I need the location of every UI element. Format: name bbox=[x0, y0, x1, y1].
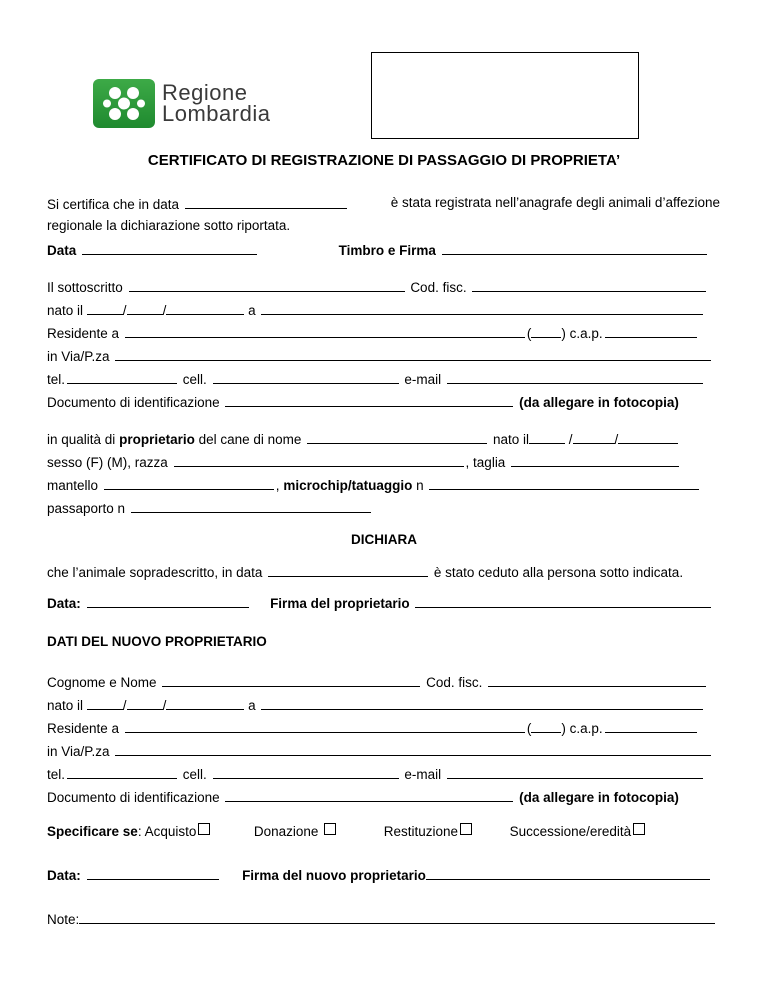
cod-fisc-field[interactable] bbox=[472, 278, 706, 292]
a-label: a bbox=[248, 303, 256, 318]
logo-line2: Lombardia bbox=[162, 101, 271, 126]
owner-residence-line: Residente a ( ) c.a.p. bbox=[47, 324, 720, 341]
successione-checkbox[interactable] bbox=[633, 823, 645, 835]
cert-text-2: regionale la dichiarazione sotto riportata. bbox=[47, 218, 291, 233]
note-field[interactable] bbox=[79, 910, 715, 924]
donazione-checkbox[interactable] bbox=[324, 823, 336, 835]
documento-field[interactable] bbox=[225, 393, 513, 407]
note-line bbox=[47, 910, 720, 927]
specify-line: Specificare se: Acquisto Donazione Restituzione Successione/eredità bbox=[47, 823, 720, 839]
dog-birth-day-field[interactable] bbox=[529, 430, 565, 444]
dichiara-sign-line bbox=[47, 594, 720, 611]
via-field[interactable] bbox=[115, 347, 711, 361]
birth-place-field[interactable] bbox=[261, 301, 703, 315]
owner-document-line bbox=[47, 393, 720, 410]
new-tel-field[interactable] bbox=[67, 765, 177, 779]
dog-breed-line: sesso (F) (M), razza , taglia bbox=[47, 453, 720, 470]
microchip-label: microchip/tatuaggio bbox=[283, 478, 413, 493]
dog-name-field[interactable] bbox=[307, 430, 487, 444]
regione-lombardia-logo-icon bbox=[93, 79, 155, 128]
cognome-label: Cognome e Nome bbox=[47, 675, 157, 690]
new-owner-via-line bbox=[47, 742, 720, 759]
new-a-label: a bbox=[248, 698, 256, 713]
new-birth-month-field[interactable] bbox=[127, 696, 163, 710]
email-label: e-mail bbox=[404, 372, 442, 387]
sottoscritto-field[interactable] bbox=[129, 278, 405, 292]
timbro-field[interactable] bbox=[442, 241, 707, 255]
residente-label: Residente a bbox=[47, 326, 120, 341]
new-documento-label: Documento di identificazione bbox=[47, 790, 220, 805]
cert-text-a: Si certifica che in data bbox=[47, 197, 180, 212]
allegare-label: (da allegare in fotocopia) bbox=[519, 395, 679, 410]
new-cap-field[interactable] bbox=[605, 719, 697, 733]
cert-sign-line bbox=[47, 241, 720, 258]
data-label: Data bbox=[47, 243, 77, 258]
dichiara-heading: DICHIARA bbox=[351, 532, 417, 547]
cessione-date-field[interactable] bbox=[268, 563, 428, 577]
footer-data-field[interactable] bbox=[87, 866, 219, 880]
cert-date-field[interactable] bbox=[185, 195, 347, 209]
cert-line-1 bbox=[47, 195, 720, 212]
razza-field[interactable] bbox=[174, 453, 464, 467]
birth-day-field[interactable] bbox=[87, 301, 123, 315]
page-title: CERTIFICATO DI REGISTRAZIONE DI PASSAGGIO DI PROPRIETA’ bbox=[147, 152, 621, 169]
cap-label: c.a.p. bbox=[569, 326, 603, 341]
logo-line1: Regione bbox=[162, 80, 248, 105]
via-label: in Via/P.za bbox=[47, 349, 110, 364]
new-residente-label: Residente a bbox=[47, 721, 120, 736]
option-restituzione-label: Restituzione bbox=[383, 824, 459, 839]
cell-label: cell. bbox=[182, 372, 207, 387]
province-field[interactable] bbox=[531, 324, 561, 338]
firma-proprietario-field[interactable] bbox=[415, 594, 711, 608]
firma-nuovo-proprietario-field[interactable] bbox=[426, 866, 710, 880]
new-owner-residence-line: Residente a ( ) c.a.p. bbox=[47, 719, 720, 736]
dichiara-data-label: Data: bbox=[47, 596, 81, 611]
new-cod-fisc-label: Cod. fisc. bbox=[426, 675, 483, 690]
new-email-field[interactable] bbox=[447, 765, 703, 779]
dichiara-text-line bbox=[47, 563, 720, 580]
cell-field[interactable] bbox=[213, 370, 399, 384]
new-owner-heading: DATI DEL NUOVO PROPRIETARIO bbox=[47, 634, 267, 649]
taglia-label: taglia bbox=[473, 455, 506, 470]
new-province-field[interactable] bbox=[531, 719, 561, 733]
new-email-label: e-mail bbox=[404, 767, 442, 782]
documento-label: Documento di identificazione bbox=[47, 395, 220, 410]
nato-il-label: nato il bbox=[47, 303, 84, 318]
footer-data-label: Data: bbox=[47, 868, 81, 883]
new-cap-label: c.a.p. bbox=[569, 721, 603, 736]
cert-text-b: è stata registrata nell’anagrafe degli animali d’affezione bbox=[390, 195, 720, 210]
birth-month-field[interactable] bbox=[127, 301, 163, 315]
microchip-n-label: n bbox=[416, 478, 424, 493]
new-allegare-label: (da allegare in fotocopia) bbox=[519, 790, 679, 805]
new-tel-label: tel. bbox=[47, 767, 66, 782]
owner-birth-line: nato il / / a bbox=[47, 301, 720, 318]
tel-field[interactable] bbox=[67, 370, 177, 384]
birth-year-field[interactable] bbox=[166, 301, 244, 315]
microchip-field[interactable] bbox=[429, 476, 699, 490]
sottoscritto-label: Il sottoscritto bbox=[47, 280, 123, 295]
owner-contact-line bbox=[47, 370, 720, 387]
email-field[interactable] bbox=[447, 370, 703, 384]
restituzione-checkbox[interactable] bbox=[460, 823, 472, 835]
tel-label: tel. bbox=[47, 372, 66, 387]
footer-sign-line bbox=[47, 866, 720, 883]
mantello-field[interactable] bbox=[104, 476, 274, 490]
specify-label: Specificare se bbox=[47, 824, 138, 839]
cod-fisc-label: Cod. fisc. bbox=[410, 280, 467, 295]
new-owner-contact-line bbox=[47, 765, 720, 782]
dog-birth-year-field[interactable] bbox=[618, 430, 678, 444]
new-via-field[interactable] bbox=[115, 742, 711, 756]
dichiara-data-field[interactable] bbox=[87, 594, 249, 608]
dichiara-text-a: che l’animale sopradescritto, in data bbox=[47, 565, 263, 580]
data-field[interactable] bbox=[82, 241, 257, 255]
option-acquisto-label: Acquisto bbox=[144, 824, 197, 839]
firma-proprietario-label: Firma del proprietario bbox=[270, 596, 410, 611]
dog-nato-il-label: nato il bbox=[492, 432, 529, 447]
dog-birth-month-field[interactable] bbox=[573, 430, 615, 444]
new-residente-field[interactable] bbox=[125, 719, 525, 733]
new-cod-fisc-field[interactable] bbox=[488, 673, 706, 687]
cap-field[interactable] bbox=[605, 324, 697, 338]
proprietario-label: proprietario bbox=[119, 432, 195, 447]
owner-via-line bbox=[47, 347, 720, 364]
new-cell-label: cell. bbox=[182, 767, 207, 782]
qualita-label-a: in qualità di bbox=[47, 432, 116, 447]
passaporto-label: passaporto n bbox=[47, 501, 126, 516]
cognome-field[interactable] bbox=[162, 673, 420, 687]
acquisto-checkbox[interactable] bbox=[198, 823, 210, 835]
new-owner-document-line bbox=[47, 788, 720, 805]
taglia-field[interactable] bbox=[511, 453, 679, 467]
dichiara-text-b: è stato ceduto alla persona sotto indicata. bbox=[433, 565, 684, 580]
passaporto-field[interactable] bbox=[131, 499, 371, 513]
sesso-razza-label: sesso (F) (M), razza bbox=[47, 455, 168, 470]
dog-name-line: in qualità di proprietario del cane di nome nato il / / bbox=[47, 430, 720, 447]
new-owner-name-line bbox=[47, 673, 720, 690]
note-label: Note: bbox=[47, 912, 80, 927]
new-owner-birth-line: nato il / / a bbox=[47, 696, 720, 713]
dog-coat-line: mantello , microchip/tatuaggio n bbox=[47, 476, 720, 493]
new-via-label: in Via/P.za bbox=[47, 744, 110, 759]
new-documento-field[interactable] bbox=[225, 788, 513, 802]
owner-name-line bbox=[47, 278, 720, 295]
residente-field[interactable] bbox=[125, 324, 525, 338]
dog-passport-line bbox=[47, 499, 720, 516]
new-cell-field[interactable] bbox=[213, 765, 399, 779]
option-successione-label: Successione/eredità bbox=[509, 824, 632, 839]
option-donazione-label: Donazione bbox=[253, 824, 319, 839]
timbro-label: Timbro e Firma bbox=[338, 243, 436, 258]
new-nato-il-label: nato il bbox=[47, 698, 84, 713]
photo-box bbox=[371, 52, 639, 139]
firma-nuovo-proprietario-label: Firma del nuovo proprietario bbox=[242, 868, 426, 883]
qualita-label-b: del cane di nome bbox=[198, 432, 302, 447]
mantello-label: mantello bbox=[47, 478, 99, 493]
logo-text bbox=[162, 82, 270, 124]
new-birth-year-field[interactable] bbox=[166, 696, 244, 710]
new-birth-day-field[interactable] bbox=[87, 696, 123, 710]
new-birth-place-field[interactable] bbox=[261, 696, 703, 710]
